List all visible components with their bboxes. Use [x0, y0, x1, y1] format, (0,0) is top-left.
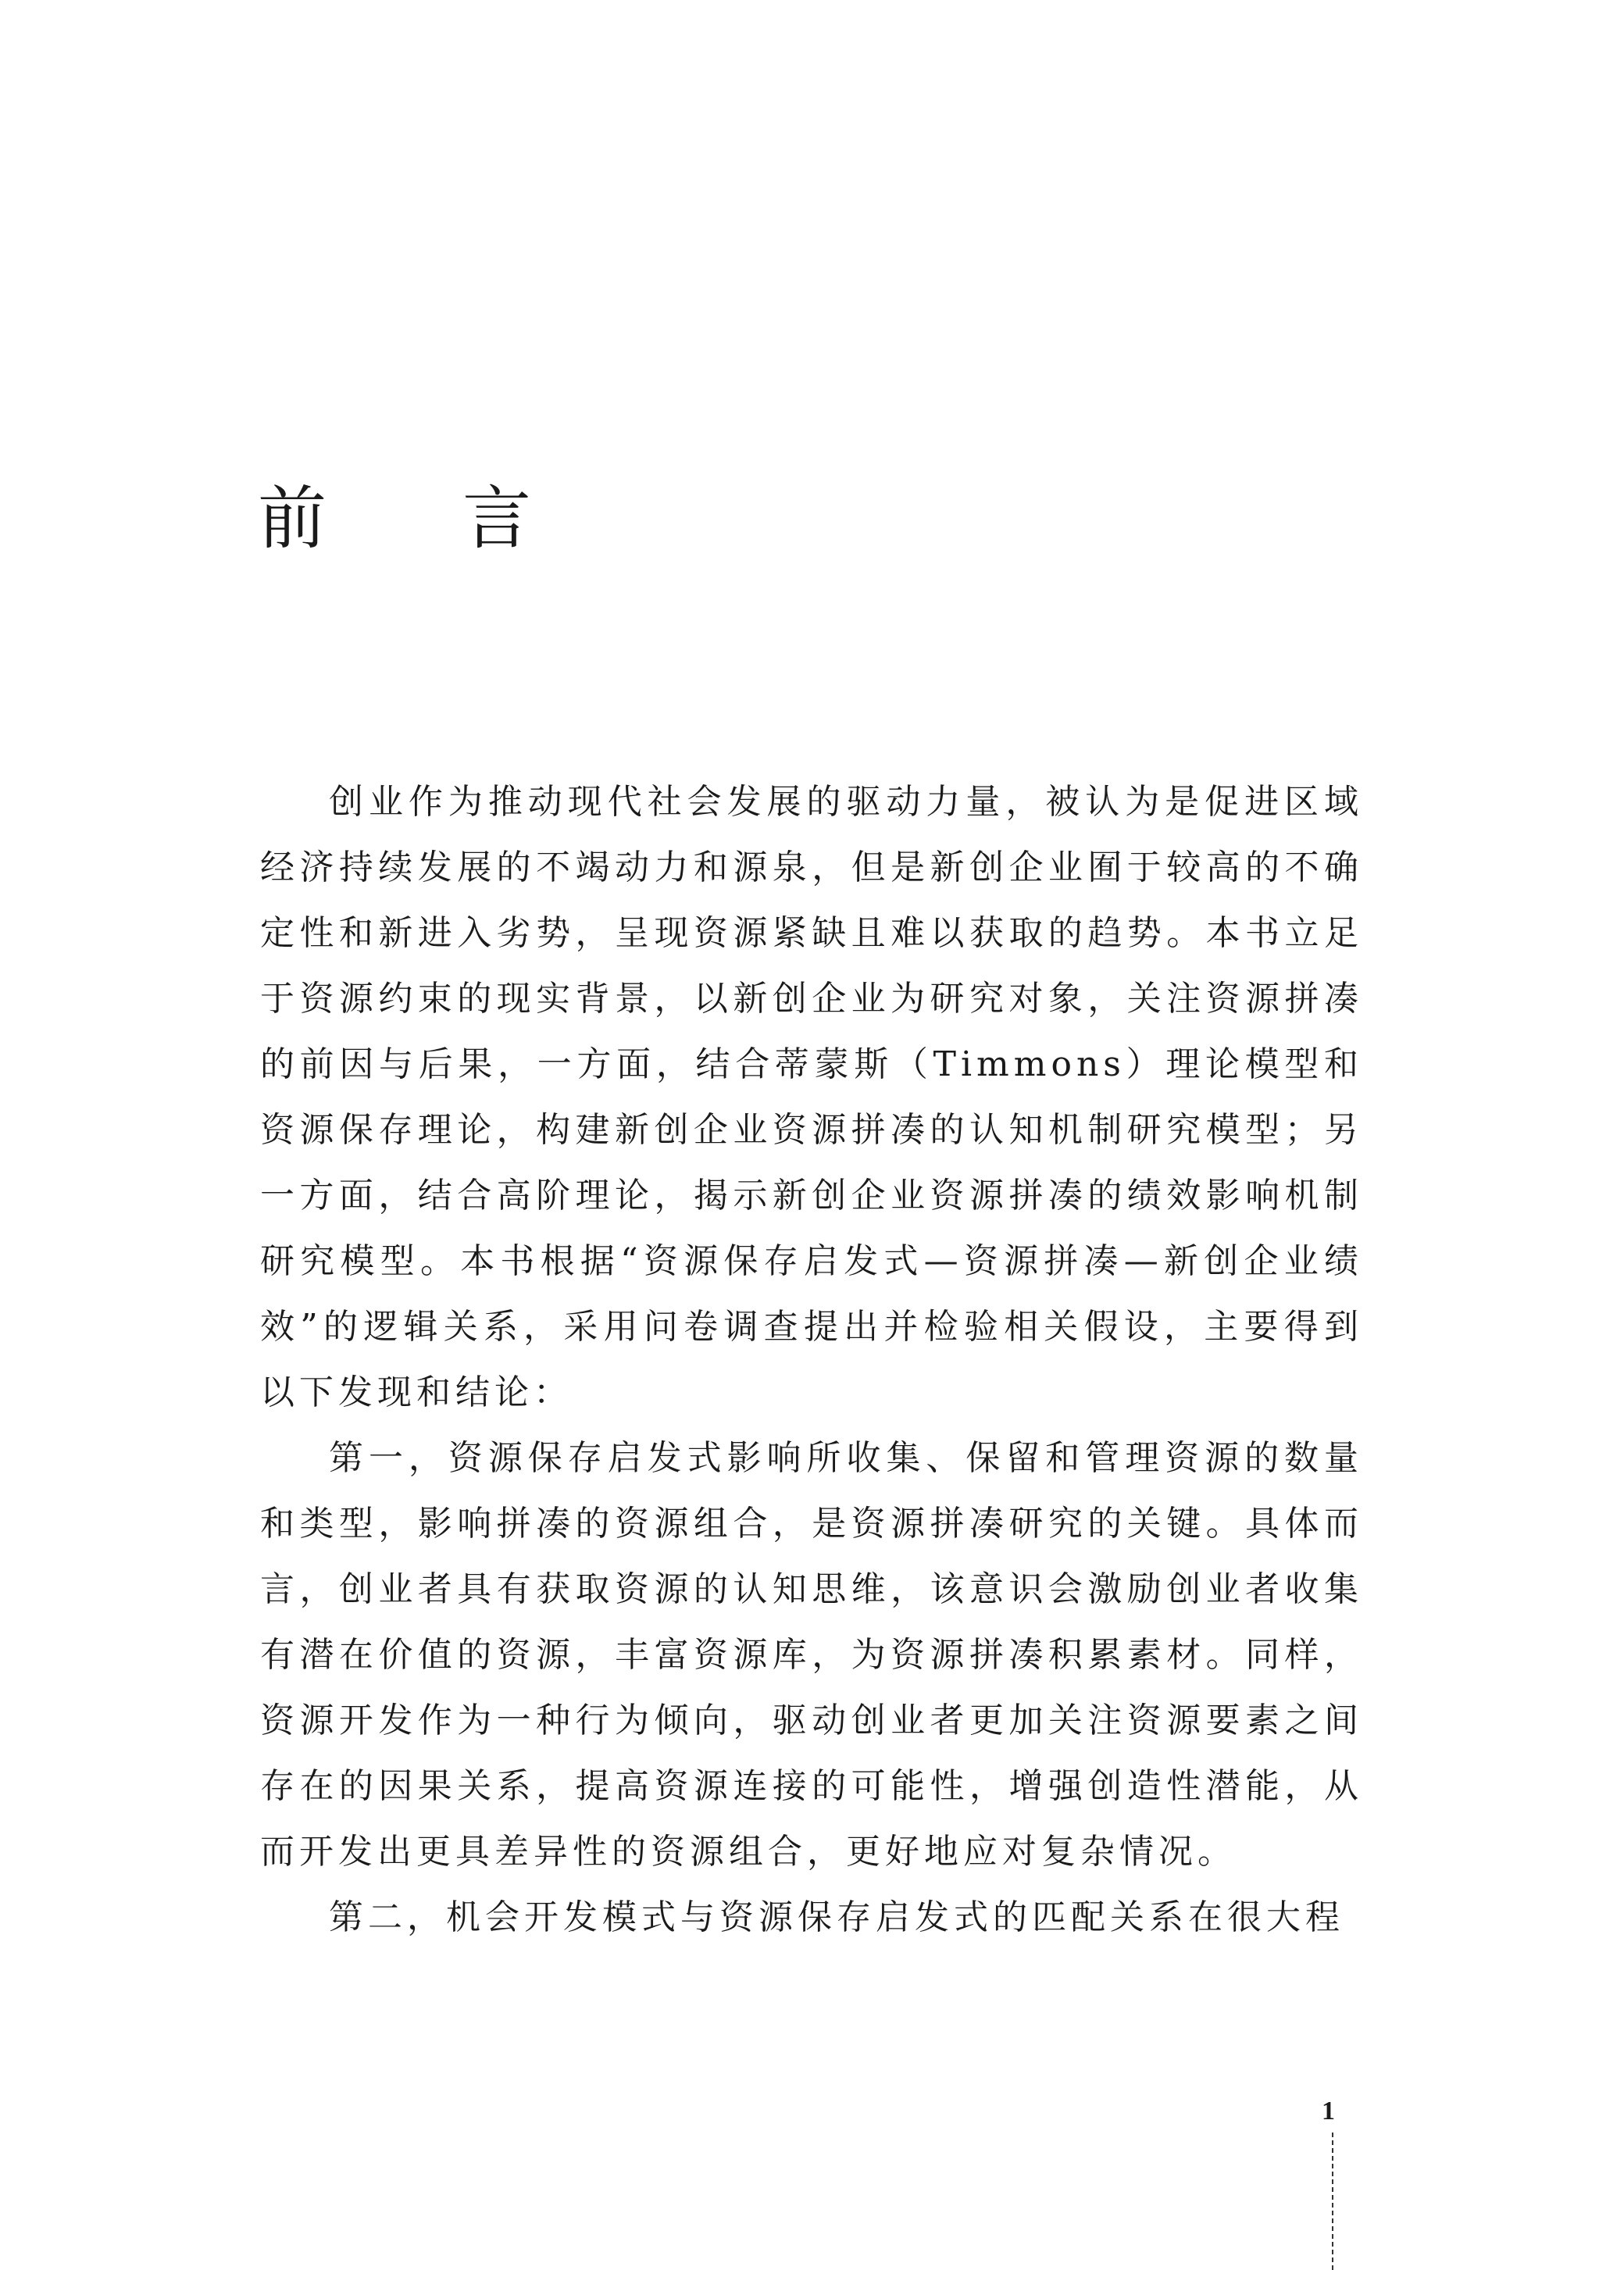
page-margin-dotted-rule	[1332, 2133, 1333, 2270]
paragraph-second-finding: 第二，机会开发模式与资源保存启发式的匹配关系在很大程	[329, 1897, 1344, 1937]
body-text	[260, 769, 1363, 1951]
title-char-1: 前	[258, 478, 327, 559]
title-char-2: 言	[462, 478, 532, 559]
page-title	[258, 478, 532, 559]
paragraph-intro: 创业作为推动现代社会发展的驱动力量，被认为是促进区域经济持续发展的不竭动力和源泉，但是新创企业囿于较高的不确定性和新进入劣势，呈现资源紧缺且难以获取的趋势。本书立足于资源约束的现实背景，以新创企业为研究对象，关注资源拼凑的前因与后果，一方面，结合蒂蒙斯（Timmons）理论模型和资源保存理论，构建新创企业资源拼凑的认知机制研究模型；另一方面，结合高阶理论，揭示新创企业资源拼凑的绩效影响机制研究模型。本书根据“资源保存启发式—资源拼凑—新创企业绩效”的逻辑关系，采用问卷调查提出并检验相关假设，主要得到以下发现和结论：	[260, 782, 1363, 1412]
page-number: 1	[1322, 2097, 1335, 2125]
paragraph-first-finding: 第一，资源保存启发式影响所收集、保留和管理资源的数量和类型，影响拼凑的资源组合，是资源拼凑研究的关键。具体而言，创业者具有获取资源的认知思维，该意识会激励创业者收集有潜在价值的资源，丰富资源库，为资源拼凑积累素材。同样，资源开发作为一种行为倾向，驱动创业者更加关注资源要素之间存在的因果关系，提高资源连接的可能性，增强创造性潜能，从而开发出更具差异性的资源组合，更好地应对复杂情况。	[260, 1438, 1363, 1872]
